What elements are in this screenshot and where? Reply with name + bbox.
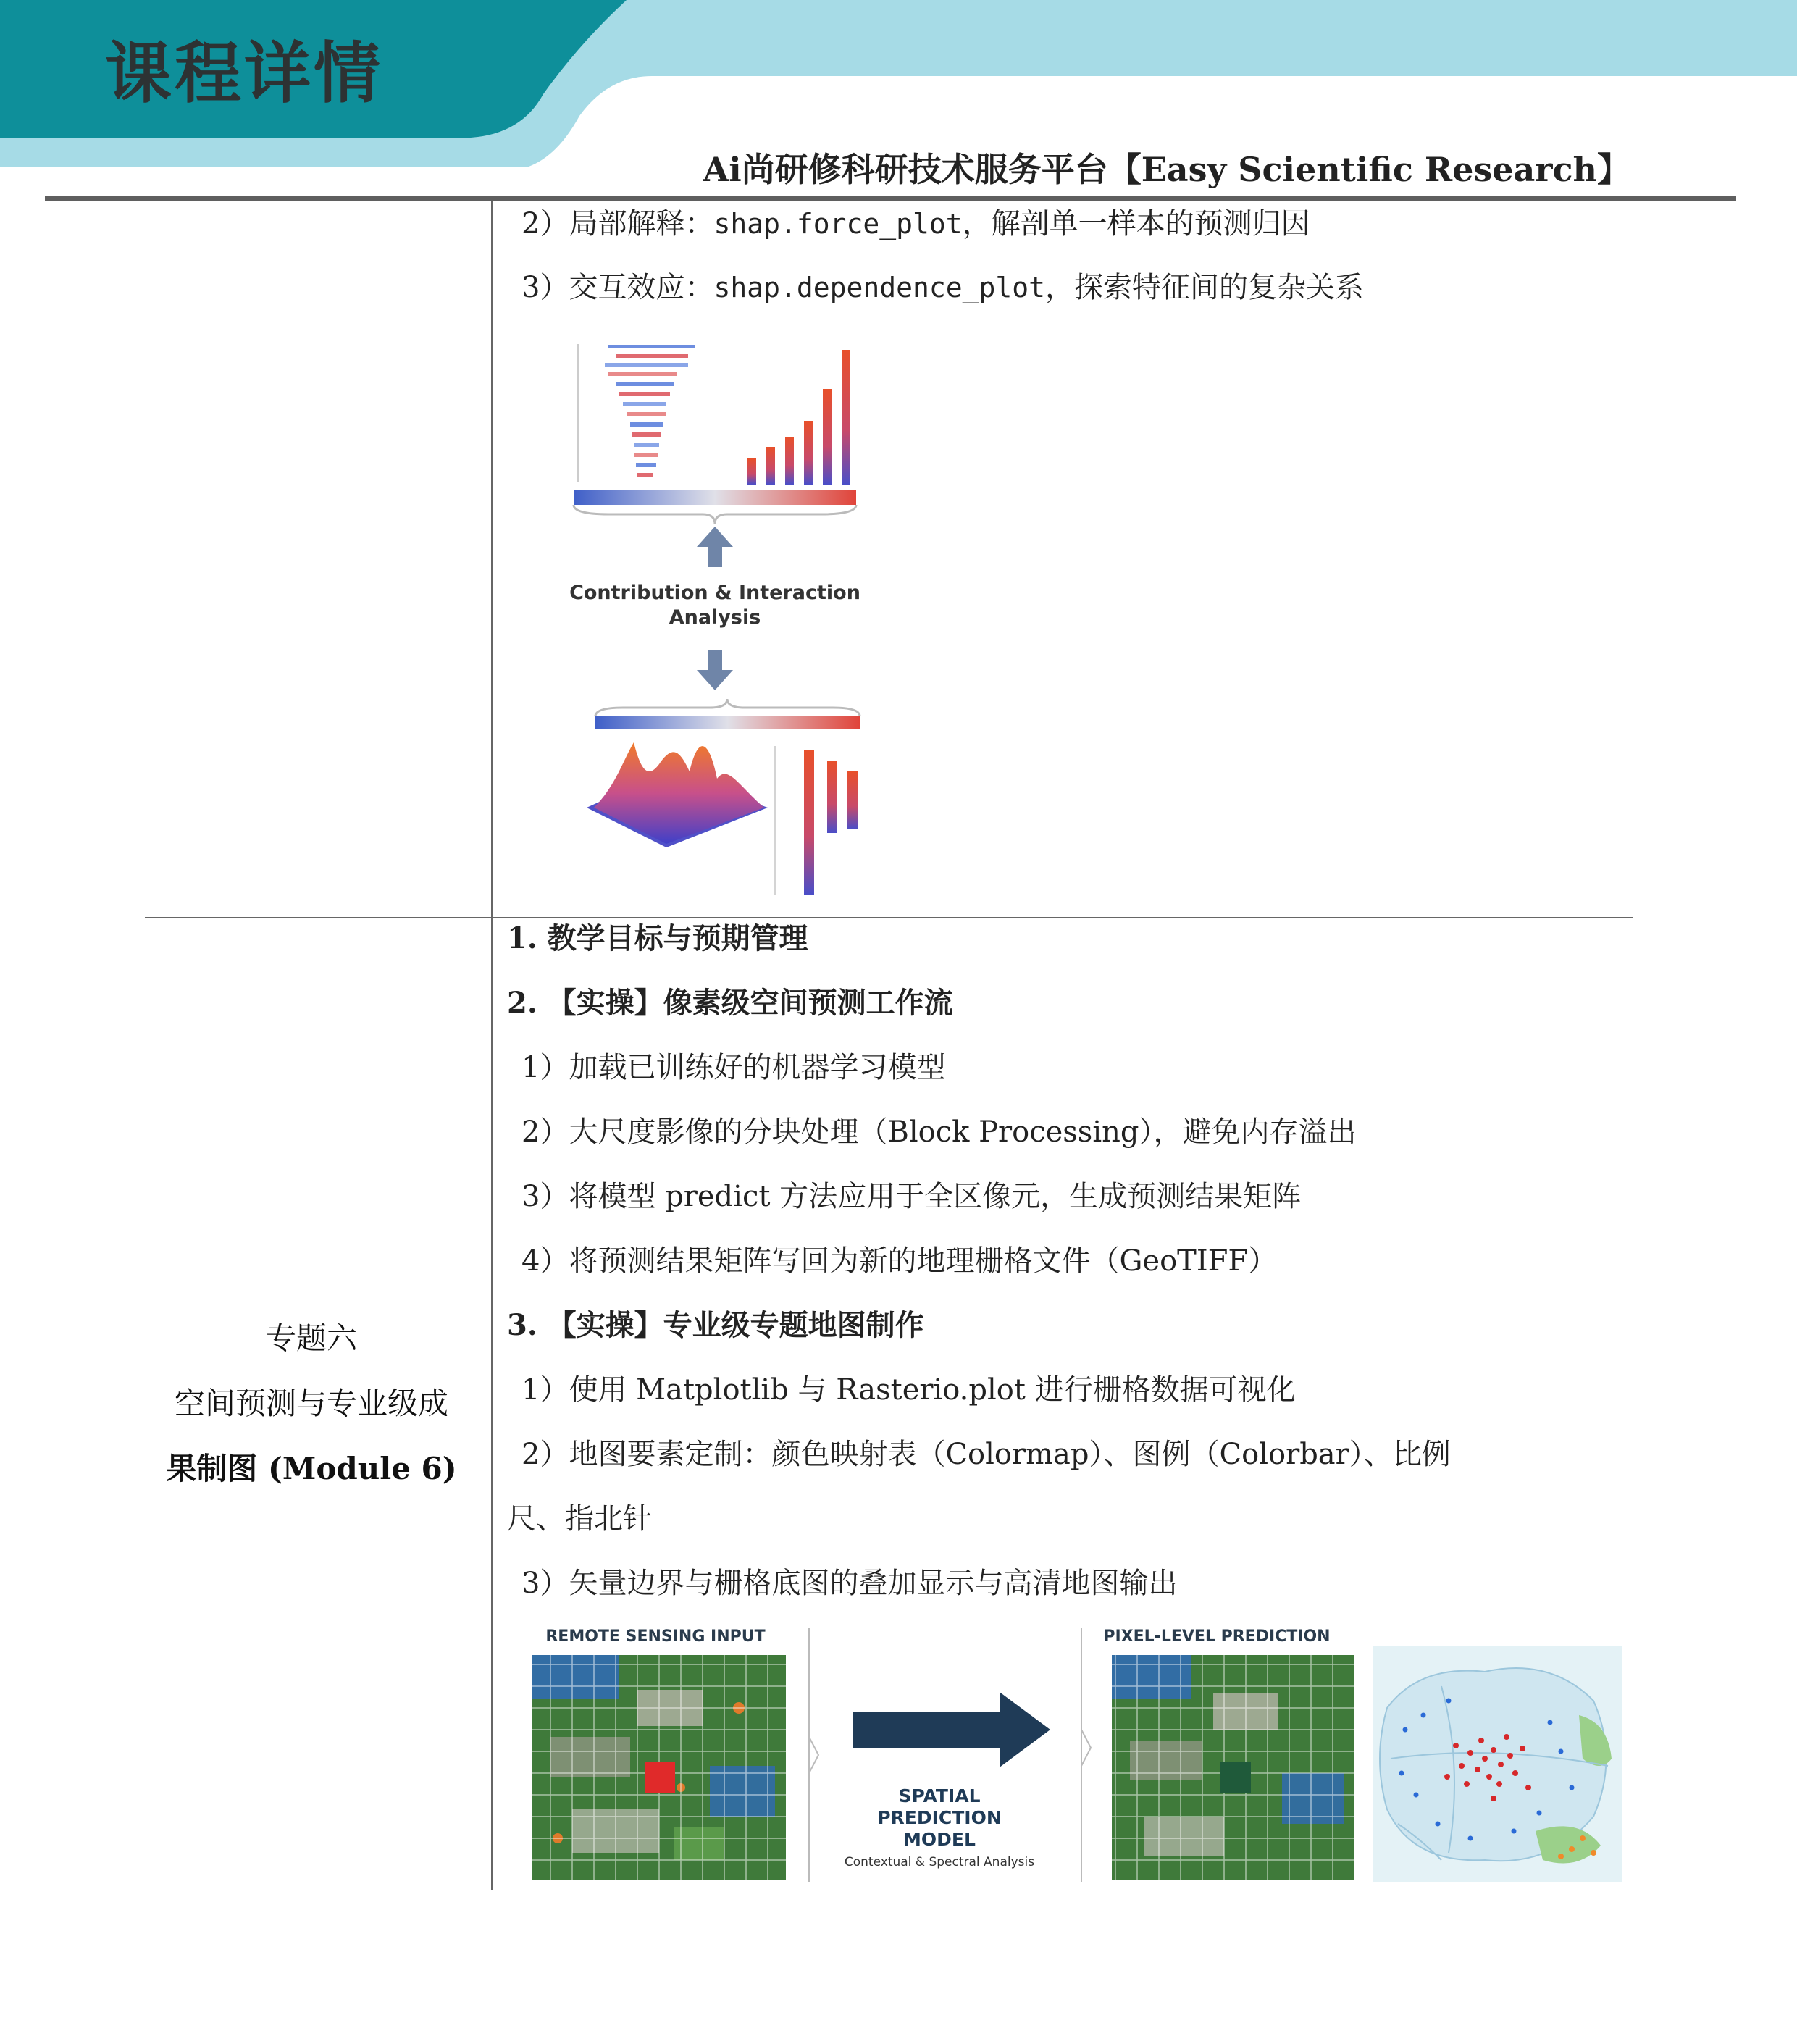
interaction-surface: [587, 742, 768, 847]
shap-analysis-figure: [565, 337, 884, 902]
step-visualization: 1）使用 Matplotlib 与 Rasterio.plot 进行栅格数据可视化: [521, 1373, 1296, 1407]
city-prediction-map: [1373, 1646, 1622, 1882]
model-label-line3: MODEL: [903, 1829, 976, 1850]
header-rule: [45, 196, 1736, 201]
item-pixel-prediction-workflow: 2. 【实操】像素级空间预测工作流: [507, 986, 953, 1020]
force-plot-line: 2）局部解释：shap.force_plot，解剖单一样本的预测归因: [521, 207, 1310, 240]
step-write-geotiff: 4）将预测结果矩阵写回为新的地理栅格文件（GeoTIFF）: [521, 1244, 1278, 1278]
pixel-level-prediction-label: PIXEL-LEVEL PREDICTION: [1103, 1628, 1331, 1646]
remote-sensing-input-label: REMOTE SENSING INPUT: [545, 1628, 766, 1646]
shap-figure-caption-line1: Contribution & Interaction: [569, 582, 860, 604]
beeswarm-plot: [578, 344, 695, 482]
pixel-prediction-grid: [1112, 1655, 1354, 1880]
interaction-bars: [775, 746, 858, 895]
platform-subtitle: Ai尚研修科研技术服务平台【Easy Scientific Research】: [703, 150, 1630, 189]
dependence-plot-line: 3）交互效应：shap.dependence_plot，探索特征间的复杂关系: [521, 271, 1365, 304]
model-label-line1: SPATIAL: [898, 1785, 981, 1806]
page-title: 课程详情: [105, 35, 384, 112]
step-block-processing: 2）大尺度影像的分块处理（Block Processing），避免内存溢出: [521, 1115, 1357, 1149]
item-teaching-goals: 1. 教学目标与预期管理: [507, 921, 808, 955]
topic-subtitle-line1: 空间预测与专业级成: [174, 1386, 448, 1421]
table-column-divider: [491, 201, 493, 1890]
topic-title: 专题六: [265, 1320, 357, 1356]
model-subtitle: Contextual & Spectral Analysis: [844, 1855, 1035, 1869]
item-thematic-map: 3. 【实操】专业级专题地图制作: [507, 1308, 924, 1342]
step-map-elements-cont: 尺、指北针: [507, 1502, 652, 1536]
prediction-arrow: [853, 1692, 1050, 1767]
shap-figure-caption-line2: Analysis: [669, 606, 761, 629]
spatial-prediction-figure: [507, 1621, 1630, 1889]
remote-sensing-grid: [532, 1655, 786, 1880]
model-label-line2: PREDICTION: [877, 1807, 1002, 1828]
step-predict: 3）将模型 predict 方法应用于全区像元，生成预测结果矩阵: [521, 1180, 1302, 1213]
step-map-elements: 2）地图要素定制：颜色映射表（Colormap）、图例（Colorbar）、比例: [521, 1438, 1451, 1471]
table-row-divider: [145, 917, 1633, 918]
step-overlay-export: 3）矢量边界与栅格底图的叠加显示与高清地图输出: [521, 1567, 1178, 1600]
step-load-model: 1）加载已训练好的机器学习模型: [521, 1051, 946, 1084]
topic-subtitle-line2: 果制图 (Module 6): [166, 1451, 457, 1486]
contribution-bars: [747, 350, 850, 485]
